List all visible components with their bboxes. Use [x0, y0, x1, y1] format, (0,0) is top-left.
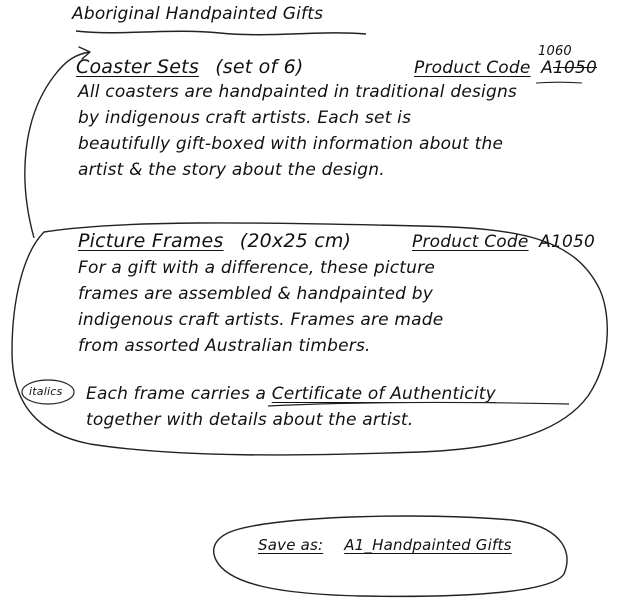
save-oval	[214, 516, 567, 596]
italics-note: italics	[29, 385, 63, 398]
coaster-heading-text: Coaster Sets	[76, 56, 199, 78]
code-underline-mark	[536, 82, 582, 83]
frames-qualifier: (20x25 cm)	[239, 230, 352, 252]
frames-heading-text: Picture Frames	[78, 230, 224, 252]
coaster-code-old: 1050	[553, 58, 598, 78]
coaster-code-label: Product Code	[414, 58, 531, 78]
frames-code-label: Product Code	[412, 232, 529, 252]
title-wavy-underline	[76, 31, 366, 35]
coaster-qualifier: (set of 6)	[215, 56, 304, 78]
certificate-before: Each frame carries a	[86, 384, 267, 404]
certificate-link: Certificate of Authenticity	[271, 384, 496, 404]
save-line	[258, 536, 512, 554]
coaster-line-4: artist & the story about the design.	[78, 160, 385, 180]
frames-product-code	[412, 232, 595, 252]
frames-heading	[78, 230, 351, 252]
coaster-code-prefix: A	[541, 58, 553, 78]
frames-line-1: For a gift with a difference, these picture	[78, 258, 436, 278]
save-filename: A1_Handpainted Gifts	[344, 536, 512, 554]
frames-line-3: indigenous craft artists. Frames are made	[78, 310, 444, 330]
page-title: Aboriginal Handpainted Gifts	[72, 4, 324, 24]
frames-line-2: frames are assembled & handpainted by	[78, 284, 433, 304]
coaster-heading	[76, 56, 304, 78]
coaster-line-2: by indigenous craft artists. Each set is	[78, 108, 412, 128]
coaster-product-code	[414, 58, 597, 78]
coaster-code-new: 1060	[538, 44, 572, 59]
frames-line-4: from assorted Australian timbers.	[78, 336, 371, 356]
frames-code-value: A1050	[539, 232, 596, 252]
coaster-line-3: beautifully gift-boxed with information about the	[78, 134, 504, 154]
coaster-line-1: All coasters are handpainted in traditional designs	[78, 82, 517, 102]
certificate-line	[86, 384, 496, 404]
certificate-line-2: together with details about the artist.	[86, 410, 414, 430]
save-label: Save as:	[258, 536, 324, 554]
